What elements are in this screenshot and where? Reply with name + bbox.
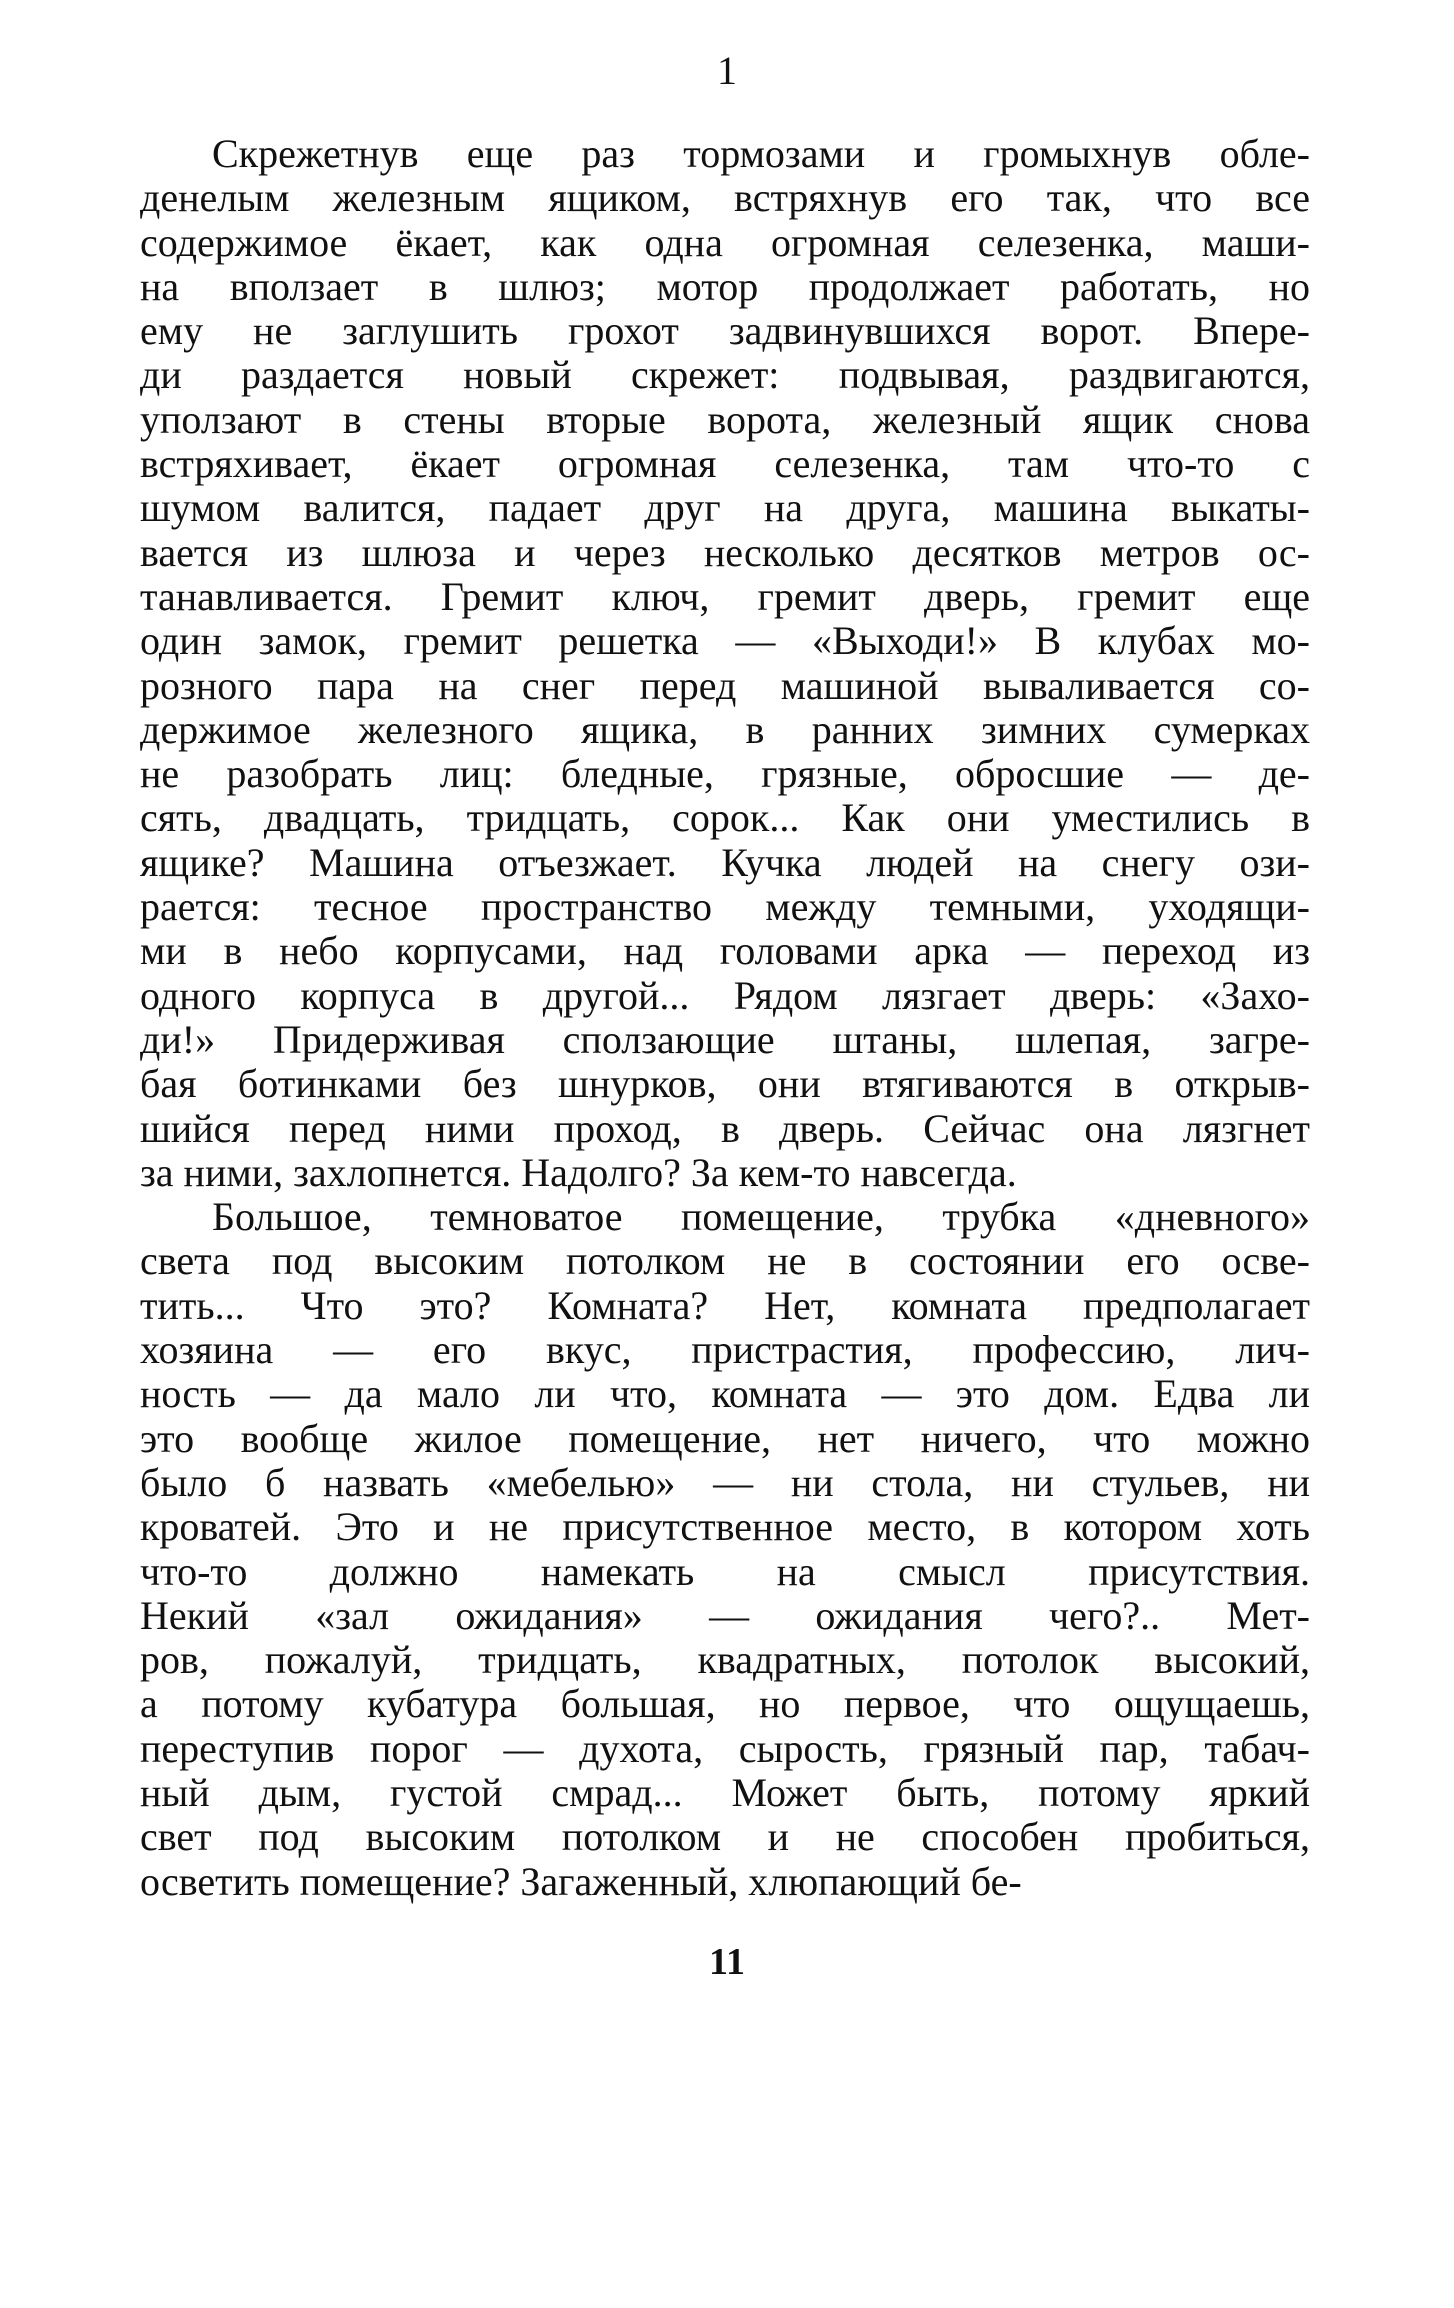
paragraph	[140, 132, 1310, 1195]
text-line: рается: тесное пространство между темными, уходящи-	[140, 885, 1310, 930]
text-line: шийся перед ними проход, в дверь. Сейчас она лязгнет	[140, 1106, 1310, 1151]
text-block	[140, 132, 1310, 1904]
text-line: танавливается. Гремит ключ, гремит дверь, гремит еще	[140, 574, 1310, 619]
text-line: уползают в стены вторые ворота, железный ящик снова	[140, 397, 1310, 442]
text-line: бая ботинками без шнурков, они втягиваются в открыв-	[140, 1062, 1310, 1107]
text-line: сять, двадцать, тридцать, сорок... Как они уместились в	[140, 796, 1310, 841]
text-line: ди!» Придерживая сползающие штаны, шлепая, загре-	[140, 1017, 1310, 1062]
text-line: денелым железным ящиком, встряхнув его так, что все	[140, 176, 1310, 221]
text-line: розного пара на снег перед машиной вываливается со-	[140, 663, 1310, 708]
text-line: ми в небо корпусами, над головами арка — переход из	[140, 929, 1310, 974]
text-line: ров, пожалуй, тридцать, квадратных, потолок высокий,	[140, 1638, 1310, 1683]
text-line: держимое железного ящика, в ранних зимних сумерках	[140, 707, 1310, 752]
text-line: на вползает в шлюз; мотор продолжает работать, но	[140, 264, 1310, 309]
paragraph	[140, 1195, 1310, 1904]
text-line: Большое, темноватое помещение, трубка «дневного»	[212, 1195, 1310, 1240]
text-line: было б назвать «мебелью» — ни стола, ни стульев, ни	[140, 1460, 1310, 1505]
text-line: что-то должно намекать на смысл присутствия.	[140, 1549, 1310, 1594]
text-line: а потому кубатура большая, но первое, что ощущаешь,	[140, 1682, 1310, 1727]
text-line: шумом валится, падает друг на друга, машина выкаты-	[140, 486, 1310, 531]
page-number: 11	[709, 1941, 745, 1983]
text-line: это вообще жилое помещение, нет ничего, что можно	[140, 1416, 1310, 1461]
text-line: встряхивает, ёкает огромная селезенка, там что-то с	[140, 442, 1310, 487]
text-line: не разобрать лиц: бледные, грязные, обросшие — де-	[140, 752, 1310, 797]
text-line: ность — да мало ли что, комната — это дом. Едва ли	[140, 1372, 1310, 1417]
text-line: свет под высоким потолком и не способен пробиться,	[140, 1815, 1310, 1860]
text-line: тить... Что это? Комната? Нет, комната предполагает	[140, 1283, 1310, 1328]
chapter-number: 1	[717, 48, 737, 93]
text-line: Некий «зал ожидания» — ожидания чего?.. Мет-	[140, 1593, 1310, 1638]
text-line: одного корпуса в другой... Рядом лязгает дверь: «Захо-	[140, 973, 1310, 1018]
text-line: Скрежетнув еще раз тормозами и громыхнув обле-	[212, 132, 1310, 176]
text-line: ящике? Машина отъезжает. Кучка людей на снегу ози-	[140, 840, 1310, 885]
text-line: переступив порог — духота, сырость, грязный пар, табач-	[140, 1726, 1310, 1771]
text-line: осветить помещение? Загаженный, хлюпающий бе-	[140, 1859, 1022, 1904]
text-line: кроватей. Это и не присутственное место, в котором хоть	[140, 1505, 1310, 1550]
text-line: ный дым, густой смрад... Может быть, потому яркий	[140, 1770, 1310, 1815]
text-line: содержимое ёкает, как одна огромная селезенка, маши-	[140, 220, 1310, 265]
text-line: один замок, гремит решетка — «Выходи!» В клубах мо-	[140, 619, 1310, 664]
text-line: хозяина — его вкус, пристрастия, профессию, лич-	[140, 1328, 1310, 1373]
text-line: ему не заглушить грохот задвинувшихся ворот. Впере-	[140, 309, 1310, 354]
text-line: света под высоким потолком не в состоянии его осве-	[140, 1239, 1310, 1284]
text-line: за ними, захлопнется. Надолго? За кем-то навсегда.	[140, 1150, 1017, 1195]
text-line: вается из шлюза и через несколько десятков метров ос-	[140, 530, 1310, 575]
text-line: ди раздается новый скрежет: подвывая, раздвигаются,	[140, 353, 1310, 398]
